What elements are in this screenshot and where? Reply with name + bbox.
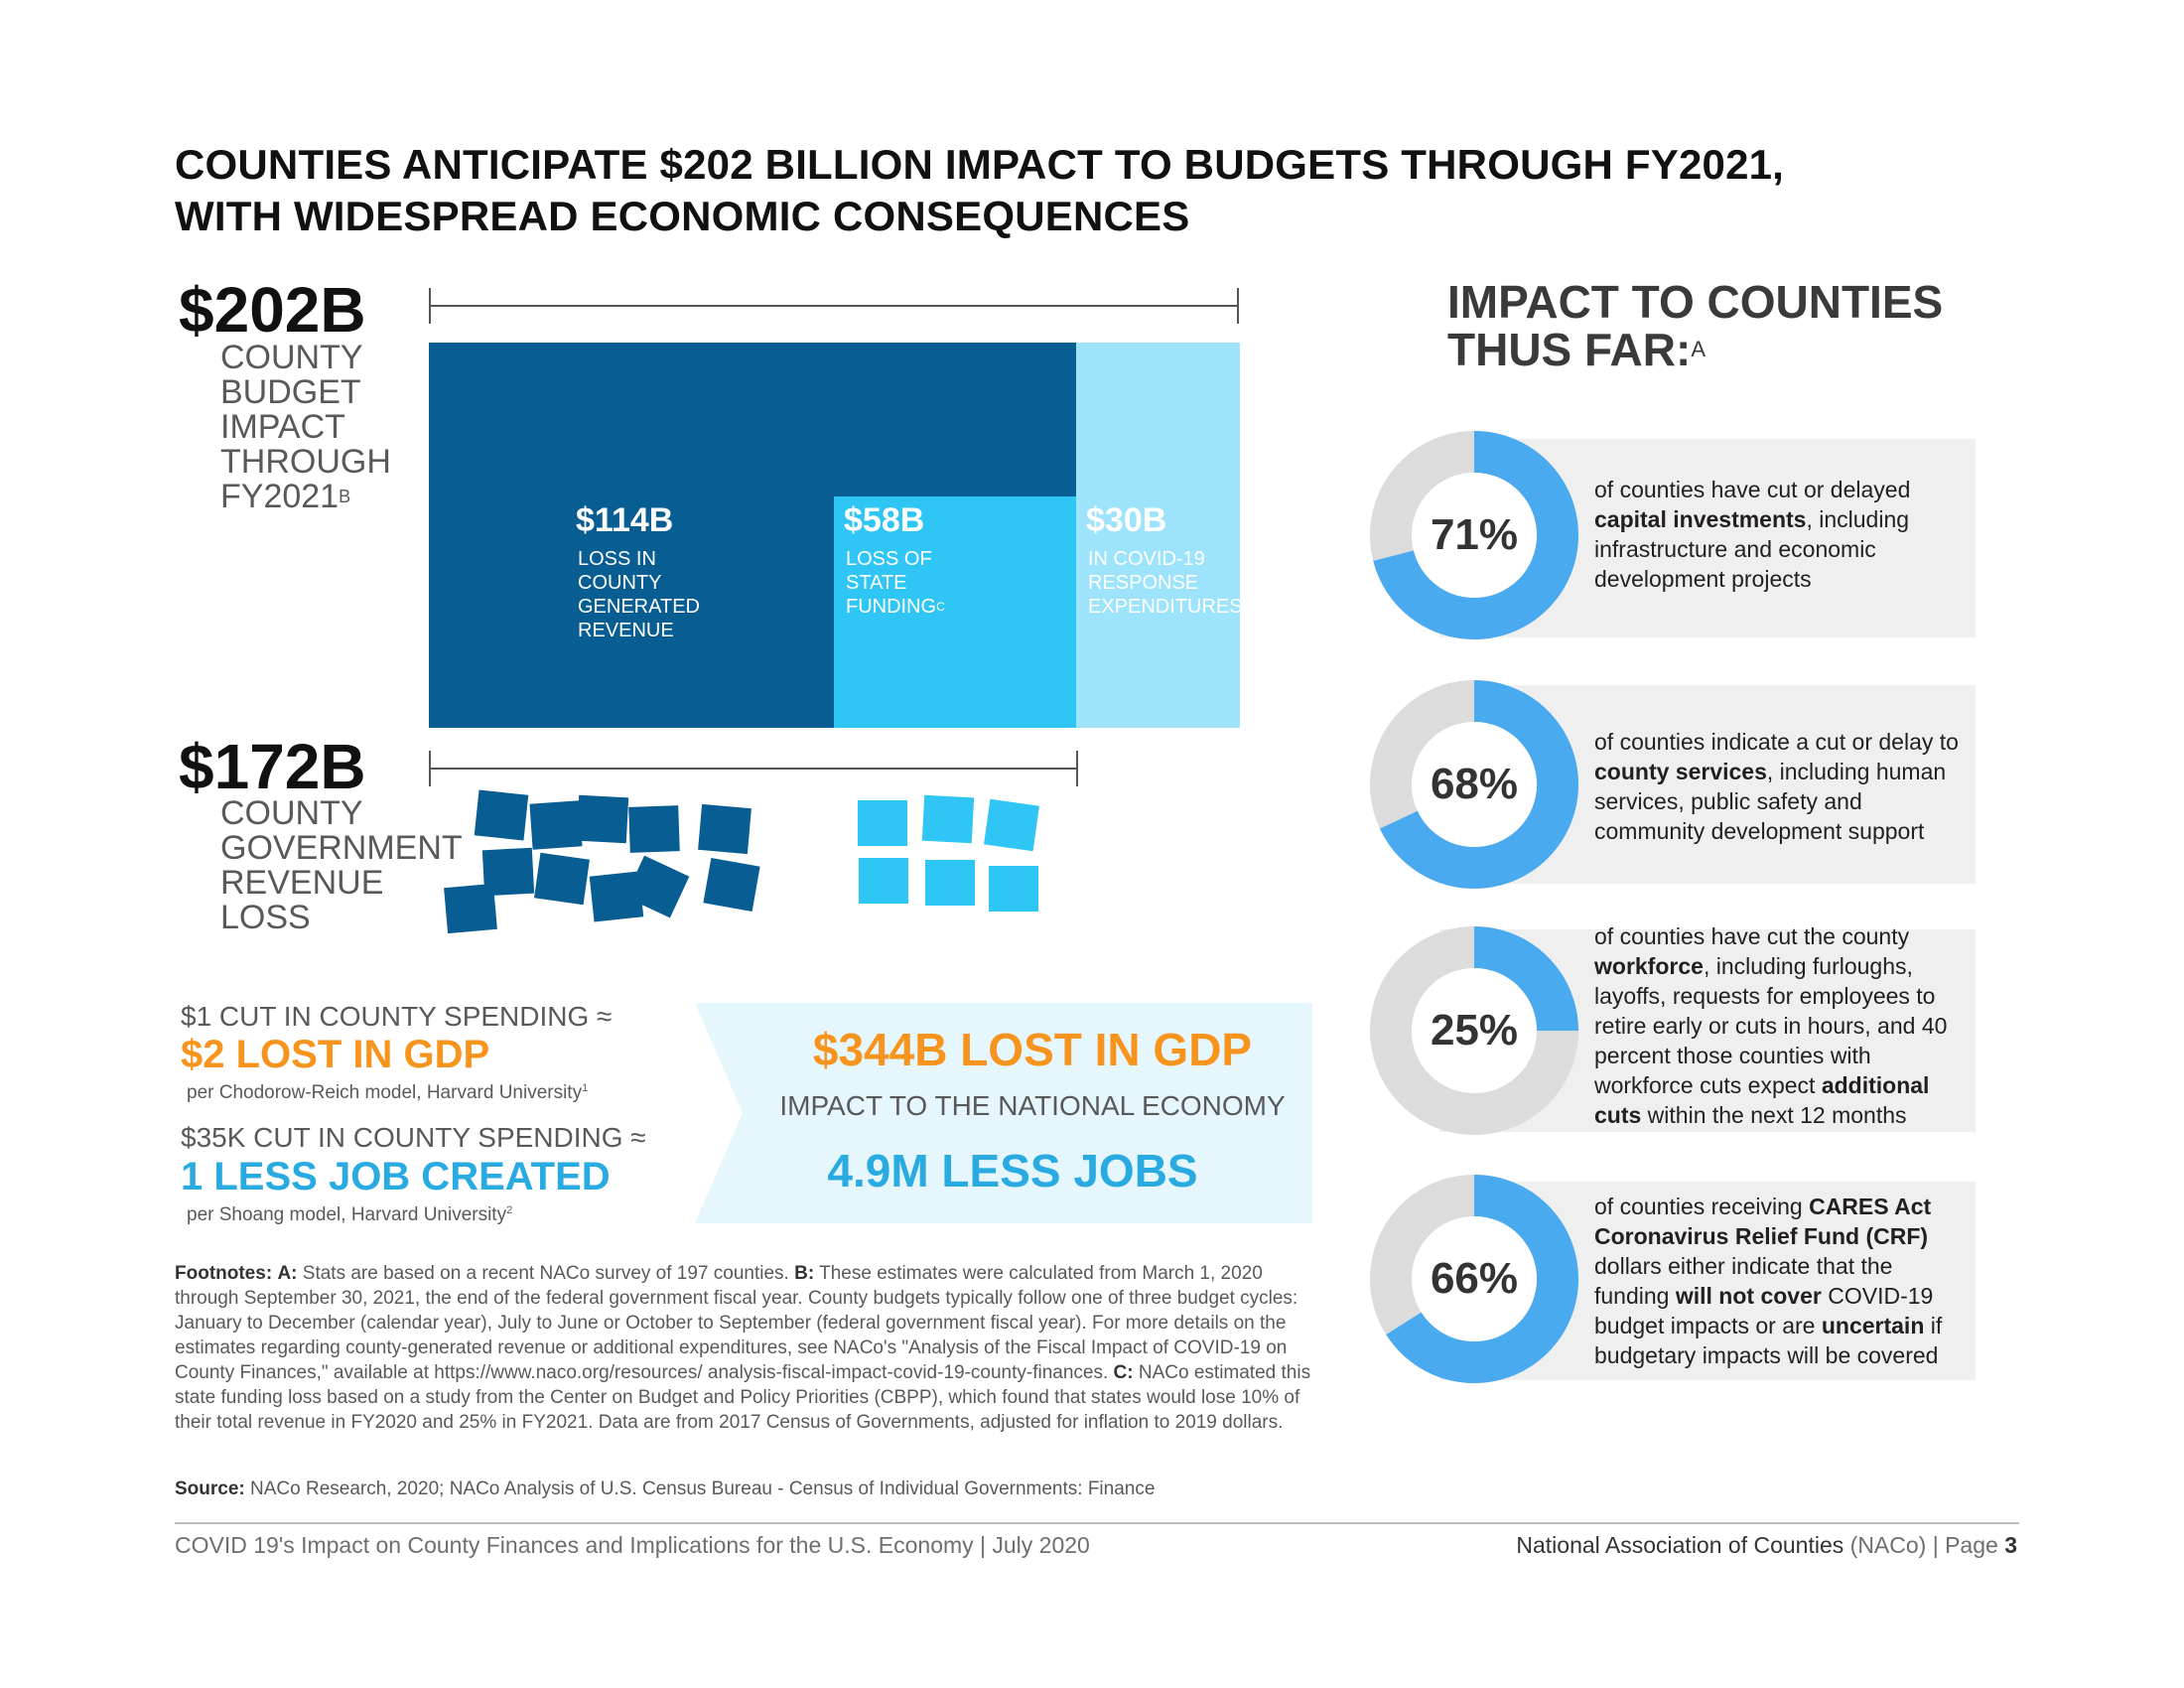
page-number: 3 [2004,1532,2017,1558]
square [922,795,974,844]
footnotes: Footnotes: A: Stats are based on a recent NACo survey of 197 counties. B: These estimates were calculated from March 1, 2020 through September 30, 2021, the end of the federal government fiscal year. County budgets typically follow one of three budget cycles: January to December (calendar year), July to June or October to September (federal government fiscal year). For more details on the estimates regarding county-generated revenue or additional expenditures, see NACo's "Analysis of the Fiscal Impact of COVID-19 on County Finances," available at https://www.naco.org/resources/ analysis-fiscal-impact-covid-19-county-finances. C: NACo estimated this state funding loss based on a study from the Center on Budget and Policy Priorities (CBPP), which found that states would lose 10% of their total revenue in FY2020 and 25% in FY2021. Data are from 2017 Census of Governments, adjusted for inflation to 2019 dollars. [175,1263,1311,1433]
stat-text-1: of counties indicate a cut or delay to county services, including human services, public safety and community development support [1594,729,1959,844]
right-column-heading: IMPACT TO COUNTIES THUS FAR:$^A$ [1447,276,1944,375]
title-line-2: WITH WIDESPREAD ECONOMIC CONSEQUENCES [175,193,1190,239]
square [858,800,907,846]
donut-percent: 66% [1430,1254,1519,1303]
stat-text-3: of counties receiving CARES Act Coronavirus Relief Fund (CRF) dollars either indicate that the funding will not cover COVID-19 budget impacts or are uncertain if budgetary impacts will be covered [1594,1194,1943,1368]
gdp-multiplier-line: $1 CUT IN COUNTY SPENDING ≈ [181,1001,613,1032]
block-1-amount: $114B [576,501,674,539]
revenue-loss-bracket [429,751,1078,786]
title-line-1: COUNTIES ANTICIPATE $202 BILLION IMPACT TO BUDGETS THROUGH FY2021, [175,141,1785,188]
stat-text-0: of counties have cut or delayed capital investments, including infrastructure and economic development projects [1594,477,1911,592]
gdp-multiplier-result: $2 LOST IN GDP [181,1033,490,1076]
total-impact-label: COUNTY BUDGET IMPACT THROUGH $FY2021^B$ [220,339,391,515]
donut-chart-0 [1370,431,1578,639]
square [444,884,497,933]
square [628,805,680,853]
block-county-revenue-top [834,343,1076,496]
national-impact-subtitle: IMPACT TO THE NATIONAL ECONOMY [779,1090,1286,1121]
block-2-amount: $58B [844,501,925,539]
square [859,858,908,904]
national-jobs-loss: 4.9M LESS JOBS [827,1145,1198,1196]
block-3-desc: IN COVID-19 RESPONSE EXPENDITURES [1088,548,1243,618]
square [529,800,582,849]
footnote-mark-a: A [1691,337,1706,361]
footnote-mark-b: B [339,487,351,506]
page-title [175,139,1862,242]
square [475,790,529,841]
block-3-amount: $30B [1086,501,1167,539]
total-impact-bracket [429,288,1239,324]
jobs-multiplier-result: 1 LESS JOB CREATED [181,1155,611,1198]
block-2-desc: LOSS OF STATE $FUNDING^C$ [846,548,945,618]
jobs-multiplier-line: $35K CUT IN COUNTY SPENDING ≈ [181,1122,646,1153]
revenue-loss-label: COUNTY GOVERNMENT REVENUE LOSS [220,794,463,936]
block-1-desc: LOSS IN COUNTY GENERATED REVENUE [578,548,700,641]
donut-chart-1 [1370,680,1578,889]
square [698,804,751,854]
square [984,799,1039,852]
square [925,860,975,906]
footer-page-info: National Association of Counties (NACo) | Page 3 [1516,1532,2017,1558]
footer-divider [175,1522,2019,1524]
national-gdp-loss: $344B LOST IN GDP [812,1024,1253,1075]
square [577,795,628,844]
jobs-multiplier-note: per Shoang model, Harvard University$^2$ [187,1204,513,1225]
revenue-loss-amount: $172B [179,731,366,802]
square [703,858,759,912]
gdp-multiplier-note: per Chodorow-Reich model, Harvard University$^1$ [187,1082,589,1103]
donut-percent: 71% [1430,510,1519,559]
donut-percent: 25% [1430,1006,1519,1055]
square [989,866,1038,912]
donut-percent: 68% [1430,760,1519,808]
source-line: Source: NACo Research, 2020; NACo Analysis of U.S. Census Bureau - Census of Individual Governments: Finance [175,1478,1156,1499]
stat-text-2: of counties have cut the county workforce, including furloughs, layoffs, requests for employees to retire early or cuts in hours, and 40 percent those counties with workforce cuts expect additional cuts within the next 12 months [1594,923,1948,1128]
donut-chart-2 [1370,926,1578,1135]
square [534,853,590,906]
footer-document-title: COVID 19's Impact on County Finances and Implications for the U.S. Economy | July 2020 [175,1532,1090,1558]
donut-chart-3 [1370,1175,1578,1383]
total-impact-amount: $202B [179,274,366,346]
